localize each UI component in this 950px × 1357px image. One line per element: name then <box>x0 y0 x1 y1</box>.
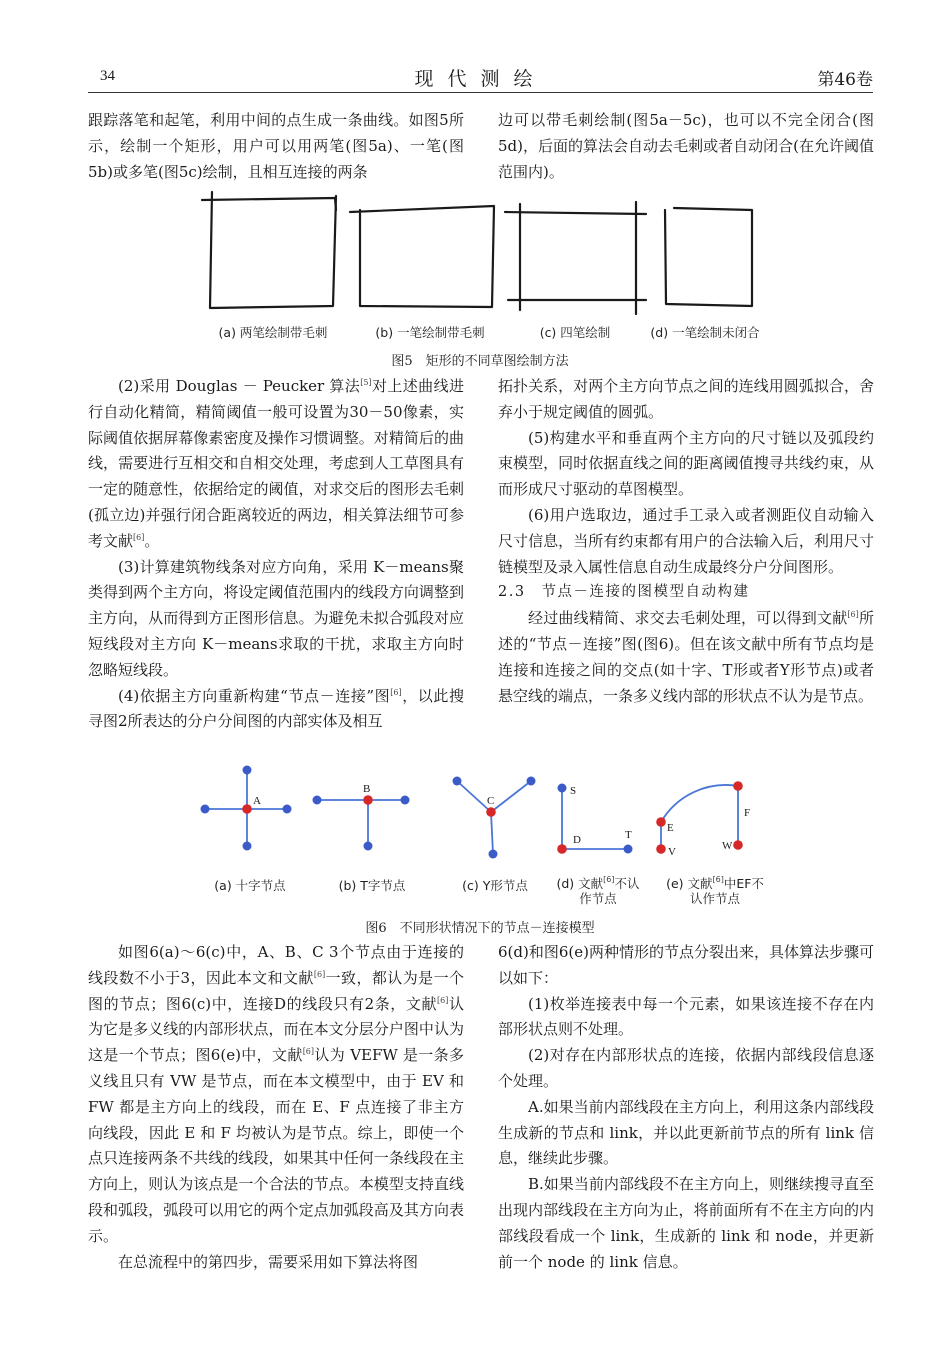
node-red-F <box>733 781 743 791</box>
node-blue <box>527 777 536 786</box>
node-blue <box>313 796 322 805</box>
fig5-caption-a: (a) 两笔绘制带毛刺 <box>218 325 328 340</box>
label-F: F <box>744 807 751 819</box>
label-B: B <box>363 783 371 795</box>
node-red-A <box>242 804 252 814</box>
node-blue <box>283 805 292 814</box>
label-E: E <box>667 822 674 834</box>
node-blue <box>453 777 462 786</box>
fig6-caption-c: (c) Y形节点 <box>462 878 528 893</box>
citation: [6] <box>847 610 859 620</box>
fig5-caption-c: (c) 四笔绘制 <box>539 325 611 340</box>
paragraph: (6)用户选取边，通过手工录入或者测距仪自动输入尺寸信息，当所有约束都有用户的合法输入后，利用尺寸链模型及录入属性信息自动生成最终分户分间图形。 <box>498 505 874 576</box>
node-blue <box>364 842 373 851</box>
node-red-C <box>486 807 496 817</box>
right-column-bottom <box>498 940 874 1275</box>
paragraph: (2)对存在内部形状点的连接，依据内部线段信息逐个处理。 <box>498 1046 874 1090</box>
volume-label: 第46卷 <box>817 70 873 90</box>
paragraph: (4)依据主方向重新构建“节点－连接”图[6]，以此搜寻图2所表达的分户分间图的内部实体及相互 <box>88 686 464 731</box>
fig5-title: 图5 矩形的不同草图绘制方法 <box>391 354 569 369</box>
edge <box>491 781 531 812</box>
paragraph: 经过曲线精简、求交去毛刺处理，可以得到文献[6]所述的“节点－连接”图(图6)。但在该文献中所有节点均是连接和连接之间的交点(如十字、T形或者Y形节点)或者悬空线的端点，一条多义线内部的形状点不认为是节点。 <box>498 609 874 705</box>
node-blue <box>489 850 498 859</box>
fig6-caption-a: (a) 十字节点 <box>214 878 286 893</box>
sketch-b-stroke <box>350 206 494 307</box>
label-A: A <box>253 795 261 807</box>
paragraph: (2)采用 Douglas － Peucker 算法[5]对上述曲线进行自动化精简，精简阈值一般可设置为30－50像素，实际阈值依据屏幕像素密度及操作习惯调整。对精简后的曲线，需要进行互相交和自相交处理，考虑到人工草图具有一定的随意性，依据给定的阈值，对求交后的图形去毛刺(孤立边)并强行闭合距离较近的两边，相关算法细节可参考文献[6]。 <box>88 377 464 550</box>
node-blue <box>201 805 210 814</box>
paragraph: 拓扑关系，对两个主方向节点之间的连线用圆弧拟合，舍弃小于规定阈值的圆弧。 <box>498 377 874 421</box>
paragraph: 如图6(a)～6(c)中，A、B、C 3个节点由于连接的线段数不小于3，因此本文和文献[6]一致，都认为是一个图的节点；图6(c)中，连接D的线段只有2条，文献[6]认为它是多义线的内部形状点，而在本文分层分户图中认为这是一个节点；图6(e)中，文献[6]认为 VEFW 是一条多义线且只有 VW 是节点，而在本文模型中，由于 EV 和 FW 都是主方向上的线段，而在 E、F 点连接了非主方向线段，因此 E 和 F 均被认为是节点。综上，即使一个点只连接两条不共线的线段，如果其中任何一条线段在主方向上，则认为该点是一个合法的节点。本模型支持直线段和弧段，弧段可以用它的两个定点加弧段高及其方向表示。 <box>88 943 464 1245</box>
section-heading: 2.3 节点－连接的图模型自动构建 <box>498 584 750 601</box>
figure-5-sketches <box>190 188 770 328</box>
paragraph: 跟踪落笔和起笔，利用中间的点生成一条曲线。如图5所示，绘制一个矩形，用户可以用两笔(图5a)、一笔(图5b)或多笔(图5c)绘制，且相互连接的两条 <box>88 111 464 181</box>
node-red-W <box>733 840 743 850</box>
fig6-title: 图6 不同形状情况下的节点－连接模型 <box>365 921 595 936</box>
header-rule <box>88 92 873 93</box>
sketch-a-stroke-2 <box>210 192 336 308</box>
citation: [6] <box>302 1047 315 1057</box>
label-V: V <box>668 846 676 858</box>
node-blue <box>243 842 252 851</box>
paragraph: 在总流程中的第四步，需要采用如下算法将图 <box>118 1252 419 1271</box>
paragraph: 6(d)和图6(e)两种情形的节点分裂出来，具体算法步骤可以如下： <box>498 943 874 987</box>
fig6-caption-e: (e) 文献[6]中EF不 认作节点 <box>666 875 764 906</box>
node-blue <box>624 845 633 854</box>
node-red-V <box>656 844 666 854</box>
fig6-caption-d: (d) 文献[6]不认 作节点 <box>556 875 640 906</box>
page-number: 34 <box>100 68 115 84</box>
citation: [5] <box>360 378 372 387</box>
fig6-caption-b: (b) T字节点 <box>338 878 406 893</box>
running-header <box>88 64 873 90</box>
right-column-top <box>498 108 874 185</box>
sketch-c-stroke-1 <box>505 212 646 214</box>
paragraph: A.如果当前内部线段在主方向上，利用这条内部线段生成新的节点和 link，并以此更新前节点的所有 link 信息，继续此步骤。 <box>498 1097 874 1168</box>
label-C: C <box>487 795 495 807</box>
right-column-middle <box>498 374 874 709</box>
node-red-E <box>656 817 666 827</box>
edge <box>491 812 493 854</box>
left-column-top <box>88 108 464 185</box>
node-blue <box>401 796 410 805</box>
paragraph: B.如果当前内部线段不在主方向上，则继续搜寻直至出现内部线段在主方向为止，将前面所有不在主方向的内部线段看成一个 link，生成新的 link 和 node，并更新前一个 node 的 link 信息。 <box>498 1175 874 1271</box>
label-D: D <box>573 834 581 846</box>
paragraph: (3)计算建筑物线条对应方向角，采用 K－means聚类得到两个主方向，将设定阈值范围内的线段方向调整到主方向，从而得到方正图形信息。为避免未拟合弧段对应短线段对主方向 K－means求取的干扰，求取主方向时忽略短线段。 <box>88 557 464 679</box>
citation: [6] <box>390 687 402 697</box>
paragraph: 边可以带毛刺绘制(图5a－5c)，也可以不完全闭合(图5d)，后面的算法会自动去毛刺或者自动闭合(在允许阈值范围内)。 <box>498 111 874 181</box>
label-T: T <box>625 829 632 841</box>
node-red-B <box>363 795 373 805</box>
paragraph: (1)枚举连接表中每一个元素，如果该连接不存在内部形状点则不处理。 <box>498 994 874 1039</box>
sketch-d-stroke <box>665 208 752 306</box>
label-S: S <box>570 785 577 797</box>
sketch-a-stroke-1 <box>202 198 336 210</box>
label-W: W <box>722 840 733 852</box>
edge <box>457 781 491 812</box>
citation: [6] <box>133 532 145 542</box>
journal-title: 现代测绘 <box>414 68 547 90</box>
fig5-caption-d: (d) 一笔绘制未闭合 <box>650 325 760 340</box>
figure-6-node-models <box>195 760 775 868</box>
citation: [6] <box>313 969 326 979</box>
node-blue <box>558 784 567 793</box>
arc-edge <box>661 785 738 822</box>
node-blue <box>243 766 252 775</box>
paragraph: (5)构建水平和垂直两个主方向的尺寸链以及弧段约束模型，同时依据直线之间的距离阈值搜寻共线约束，从而形成尺寸驱动的草图模型。 <box>498 428 874 499</box>
fig5-caption-b: (b) 一笔绘制带毛刺 <box>375 325 485 340</box>
node-red-D <box>557 844 567 854</box>
citation: [6] <box>437 995 449 1005</box>
left-column-middle <box>88 374 464 735</box>
left-column-bottom <box>88 940 464 1275</box>
